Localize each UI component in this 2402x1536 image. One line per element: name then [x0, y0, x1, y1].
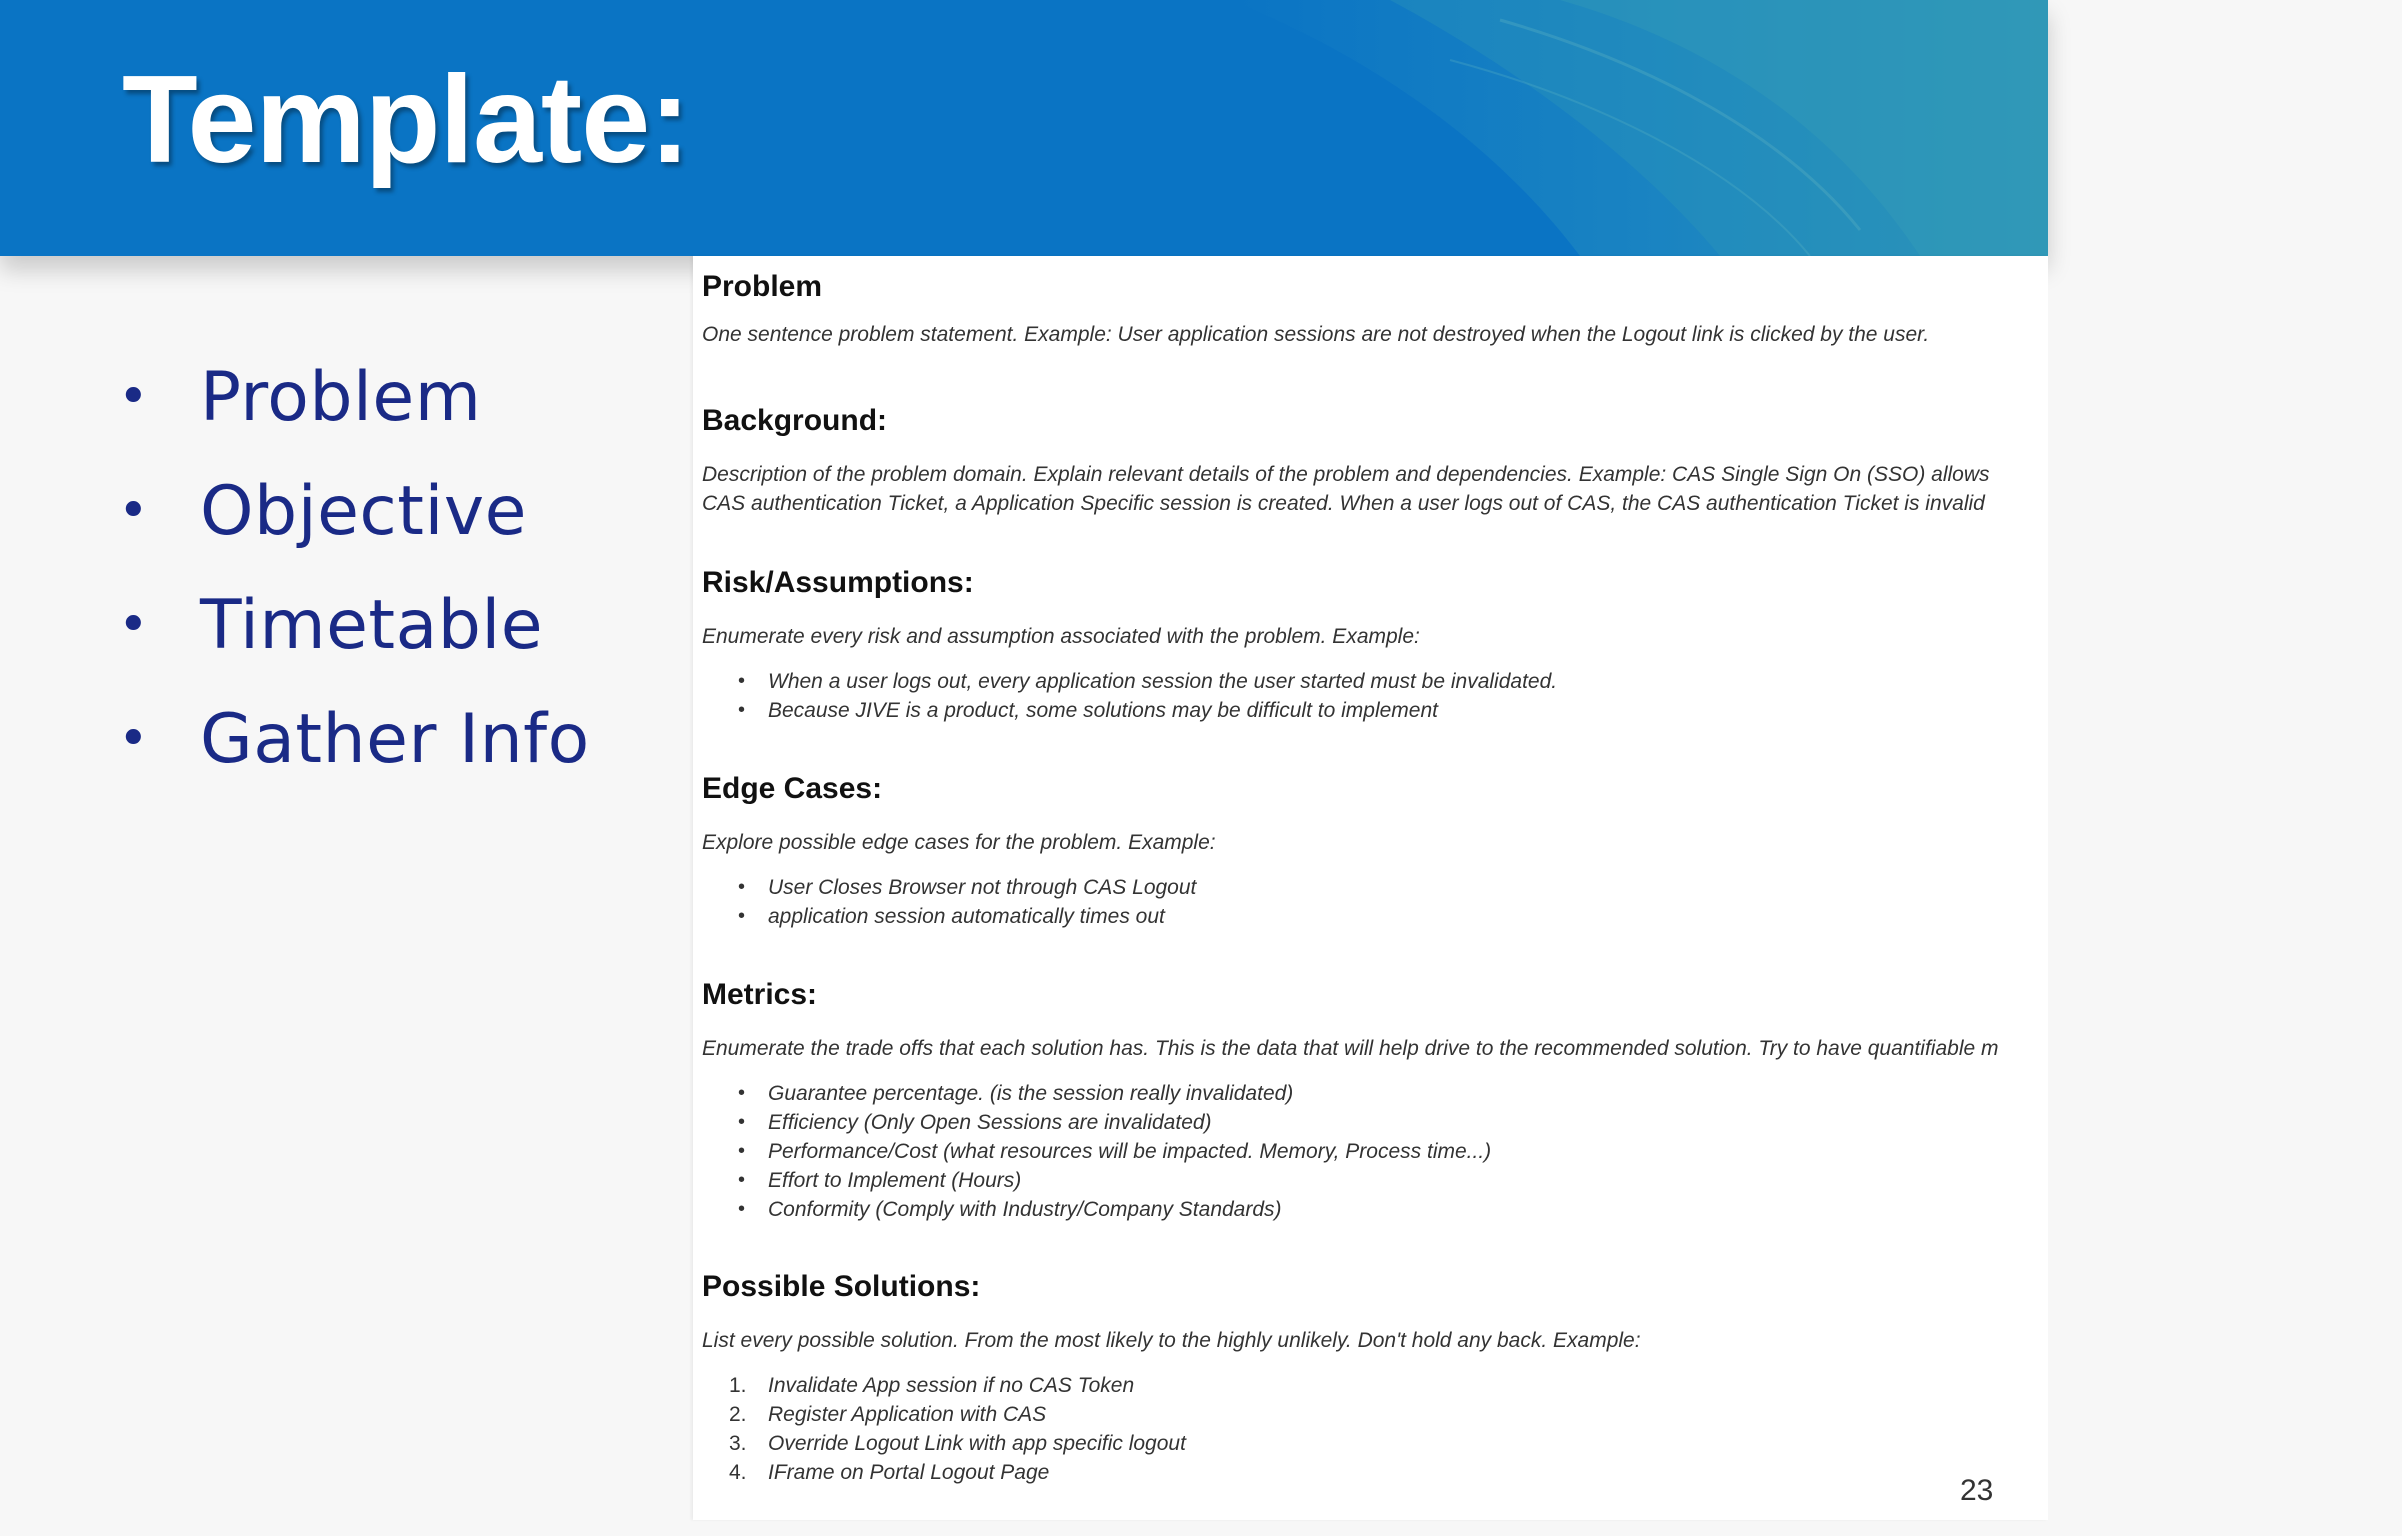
slide-page-number: 23: [1960, 1474, 1994, 1507]
list-item: [118, 340, 590, 454]
list-item: [118, 682, 590, 796]
list-item: [118, 454, 590, 568]
list-item: [702, 1458, 1641, 1487]
list-item: [702, 1371, 1641, 1400]
bullet-label: Gather Info: [200, 699, 590, 779]
problem-section: [702, 272, 1929, 349]
possible-solutions-section: [702, 1272, 1641, 1487]
title-banner: [0, 0, 2048, 256]
list-item: • application session automatically times out: [702, 902, 1216, 931]
list-item-text: Invalidate App session if no CAS Token: [768, 1374, 1135, 1397]
edge-cases-list: [702, 873, 1216, 931]
list-item: • When a user logs out, every application session the user started must be invalidated.: [702, 667, 1557, 696]
risk-list: [702, 667, 1557, 725]
bullet-label: Objective: [200, 471, 527, 551]
section-heading: Possible Solutions:: [702, 1270, 981, 1303]
section-heading: Problem: [702, 270, 823, 303]
section-text: CAS authentication Ticket, a Application Specific session is created. When a user logs out of CAS, the CAS authentication Ticket is invalid: [702, 492, 1985, 515]
section-text: Description of the problem domain. Explain relevant details of the problem and dependencies. Example: CAS Single Sign On (SSO) allows: [702, 463, 1990, 486]
list-item: • Conformity (Comply with Industry/Company Standards): [702, 1195, 1999, 1224]
list-item-text: IFrame on Portal Logout Page: [768, 1461, 1050, 1484]
bullet-icon: •: [118, 367, 150, 427]
list-item: [118, 568, 590, 682]
list-item-text: Register Application with CAS: [768, 1403, 1047, 1426]
list-item: • Performance/Cost (what resources will be impacted. Memory, Process time...): [702, 1137, 1999, 1166]
metrics-list: [702, 1079, 1999, 1224]
bullet-icon: •: [118, 595, 150, 655]
section-text: List every possible solution. From the most likely to the highly unlikely. Don't hold any back. Example:: [702, 1329, 1641, 1352]
section-text: Enumerate the trade offs that each solution has. This is the data that will help drive to the recommended solution. Try to have quantifiable m: [702, 1037, 1999, 1060]
list-item: [702, 1429, 1641, 1458]
section-heading: Background:: [702, 404, 888, 437]
template-document-image: [693, 256, 2048, 1520]
bullet-label: Timetable: [200, 585, 544, 665]
slide-title: Template:: [122, 51, 690, 189]
list-item: • Guarantee percentage. (is the session really invalidated): [702, 1079, 1999, 1108]
list-number: 4.: [729, 1461, 747, 1484]
solutions-list: [702, 1371, 1641, 1487]
list-item: • Efficiency (Only Open Sessions are invalidated): [702, 1108, 1999, 1137]
list-number: 1.: [729, 1374, 747, 1397]
section-text: Enumerate every risk and assumption associated with the problem. Example:: [702, 625, 1420, 648]
edge-cases-section: [702, 774, 1216, 931]
metrics-section: [702, 980, 1999, 1224]
list-number: 2.: [729, 1403, 747, 1426]
list-item: [702, 1400, 1641, 1429]
list-item-text: Override Logout Link with app specific logout: [768, 1432, 1186, 1455]
bullet-icon: •: [118, 481, 150, 541]
list-number: 3.: [729, 1432, 747, 1455]
bullet-label: Problem: [200, 357, 482, 437]
section-heading: Risk/Assumptions:: [702, 566, 974, 599]
list-item: • Effort to Implement (Hours): [702, 1166, 1999, 1195]
section-text: One sentence problem statement. Example: User application sessions are not destroyed when the Logout link is clicked by the user.: [702, 323, 1930, 346]
bullet-icon: •: [118, 709, 150, 769]
section-text: Explore possible edge cases for the problem. Example:: [702, 831, 1216, 854]
section-heading: Edge Cases:: [702, 772, 883, 805]
section-heading: Metrics:: [702, 978, 818, 1011]
risk-section: [702, 568, 1557, 725]
list-item: • Because JIVE is a product, some solutions may be difficult to implement: [702, 696, 1557, 725]
topic-bullet-list: [118, 340, 590, 796]
background-section: [702, 406, 1990, 518]
list-item: • User Closes Browser not through CAS Logout: [702, 873, 1216, 902]
